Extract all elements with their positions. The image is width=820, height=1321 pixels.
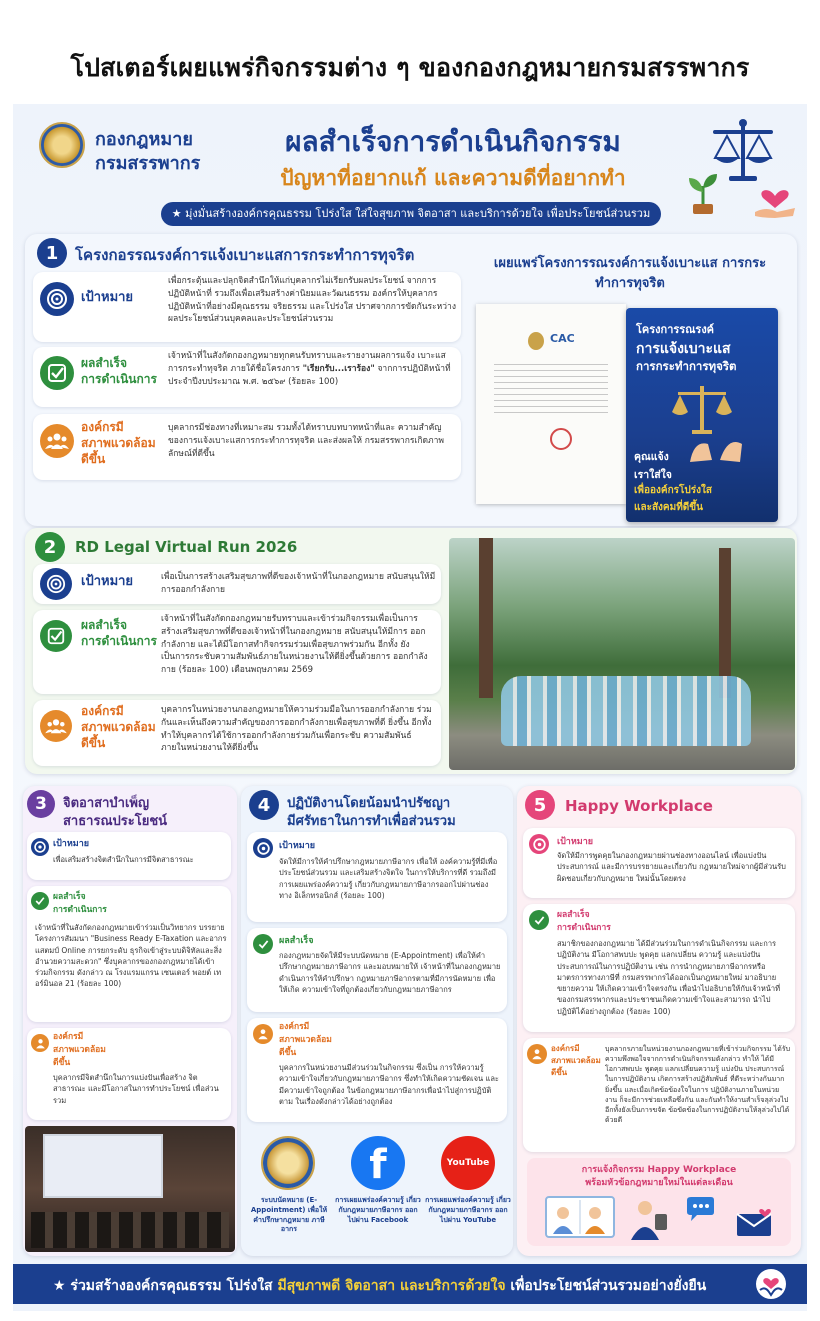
checkbox-icon	[529, 910, 549, 930]
poster-hands-icon	[680, 432, 750, 472]
header-banner: ★ มุ่งมั่นสร้างองค์กรคุณธรรม โปร่งใส ใส่ใจสุขภาพ จิตอาสา และบริการด้วยใจ เพื่อประโยชน์ส่วนรวม	[161, 202, 661, 226]
channel2-caption: การเผยแพร่องค์ความรู้ เกี่ยวกับกฎหมายภาษีอากร ออกไปผ่าน Facebook	[335, 1196, 421, 1224]
seminar-audience	[31, 1212, 229, 1248]
letter-document-image	[476, 304, 626, 504]
facebook-icon[interactable]: f	[351, 1136, 405, 1190]
poster-tag2: เราใส่ใจ	[634, 469, 672, 481]
section1-result-text	[168, 350, 456, 388]
seminar-photo	[25, 1126, 235, 1252]
header-title: ผลสำเร็จการดำเนินกิจกรรม	[285, 125, 621, 158]
section1-result-text-a: เจ้าหน้าที่ในสังกัดกองกฎหมายทุกคนรับทราบและรายงานผลการแจ้ง เบาะแสการกระทำทุจริต ภายใต้ชื่อโครงการ	[168, 351, 446, 374]
people-icon	[527, 1044, 547, 1064]
section1-org-label2: สภาพแวดล้อม	[81, 436, 156, 450]
checkbox-icon	[40, 356, 74, 390]
section3-org-text: บุคลากรมีจิตสำนึกในการแบ่งปันเพื่อสร้าง จิตสาธารณะ และมีโอกาสในการทำประโยชน์ เพื่อส่วนรวม	[53, 1073, 219, 1105]
section3-org-label3: ดีขึ้น	[53, 1058, 71, 1068]
org-seal-logo	[39, 122, 85, 168]
section3-number: 3	[27, 790, 55, 818]
presenter-icon	[627, 1198, 671, 1244]
section1-result-label2: การดำเนินการ	[81, 372, 157, 386]
section5-result-label1: ผลสำเร็จ	[557, 910, 590, 920]
anti-corruption-poster	[626, 308, 778, 522]
section2-result-text: เจ้าหน้าที่ในสังกัดกองกฎหมายรับทราบและเข้าร่วมกิจกรรมเพื่อเป็นการ สร้างเสริมสุขภาพที่ดีของเจ้าหน้าที่ในกองกฎหมาย สนับสนุนให้มีการ ออกกำลังกาย และได้มีโอกาสทำกิจกรรมร่วมเพื่อสุขภาพร่วมกัน อีกทั้ง ยังเป็นการกระชับความสัมพันธ์ภายในหน่วยงานให้ดียิ่งขึ้นด้วยการ ออกกำลังกาย (ร้อยละ 100) เดือนพฤษภาคม 2569	[161, 614, 428, 675]
section1-promo-title: เผยแพร่โครงการรณรงค์การแจ้งเบาะแส การกระทำการทุจริต	[493, 256, 767, 291]
section4-title2: มีศรัทธาในการทำเพื่อส่วนรวม	[287, 814, 456, 829]
poster	[13, 104, 807, 1311]
virtual-run-group-photo	[449, 538, 795, 770]
section3-goal-label: เป้าหมาย	[53, 839, 90, 849]
heart-hand-icon	[753, 180, 797, 224]
section5-org-label1: องค์กรมี	[551, 1044, 580, 1053]
section2-result-label2: การดำเนินการ	[81, 634, 157, 648]
mail-heart-icon	[735, 1206, 775, 1242]
channel1-caption: ระบบนัดหมาย (E-Appointment) เพื่อให้คำปรึกษากฎหมาย ภาษีอากร	[250, 1196, 328, 1234]
people-icon	[40, 710, 72, 742]
poster-tag4: และสังคมที่ดีขึ้น	[634, 502, 703, 513]
checkbox-icon	[40, 620, 72, 652]
checkbox-icon	[253, 934, 273, 954]
page-title: โปสเตอร์เผยแพร่กิจกรรมต่าง ๆ ของกองกฎหมายกรมสรรพากร	[70, 53, 750, 82]
people-icon	[31, 1034, 49, 1052]
letter-cac-logo: CAC	[550, 332, 575, 345]
plant-icon	[685, 170, 721, 218]
section1-number: 1	[37, 238, 67, 268]
section2-number: 2	[35, 532, 65, 562]
checkbox-icon	[31, 892, 49, 910]
section1-title: โครงกอรรณรงค์การแจ้งเบาะแสการกระทำการทุจริต	[75, 246, 415, 264]
section4-title1: ปฏิบัติงานโดยน้อมนำปรัชญา	[287, 796, 451, 811]
section5-promo-line2: พร้อมหัวข้อกฎหมายใหม่ในแต่ละเดือน	[585, 1178, 733, 1188]
section2-result-label1: ผลสำเร็จ	[81, 618, 128, 632]
section3-goal-text: เพื่อเสริมสร้างจิตสำนึกในการมีจิตสาธารณะ	[53, 855, 194, 864]
section2-org-label3: ดีขึ้น	[81, 736, 106, 750]
section2-title: RD Legal Virtual Run 2026	[75, 538, 298, 556]
poster-line2: การแจ้งเบาะแส	[636, 341, 731, 357]
letter-seal-icon	[528, 332, 544, 350]
letter-stamp-icon	[550, 428, 572, 450]
target-icon	[253, 838, 273, 858]
section1-result-label1: ผลสำเร็จ	[81, 356, 128, 370]
section5-org-label3: ดีขึ้น	[551, 1068, 568, 1077]
section1-result-text-b: จากการปฏิบัติหน้าที่ประจำปีงบประมาณ พ.ศ. ๒๕๖๙ (ร้อยละ 100)	[168, 363, 451, 387]
section2-goal-label: เป้าหมาย	[81, 574, 134, 589]
target-icon	[40, 282, 74, 316]
people-icon	[253, 1024, 273, 1044]
section4-org-label1: องค์กรมี	[279, 1022, 310, 1032]
target-icon	[31, 838, 49, 856]
poster-line1: โครงการรณรงค์	[636, 323, 715, 336]
section5-org-text: บุคลากรภายในหน่วยงานกองกฎหมายที่เข้าร่วมกิจกรรม ได้รับความพึงพอใจจากการดำเนินกิจกรรมดังกล่าว ทำให้ ได้มีโอกาสพบปะ พูดคุย แลกเปลี่ยนความรู้ แบ่งปัน ประสบการณ์ในการปฏิบัติงาน เกิดการสร้างปฏิสัมพันธ์ ที่ดีระหว่างกันมากยิ่งขึ้น และเมื่อเกิดข้อข้องใจในการ ปฏิบัติงานภายในหน่วยงาน ก็จะมีการช่วยเหลือซึ่งกัน และกันทำให้งานสำเร็จลุล่วงไป อีกทั้งยังเป็นการขจัด ข้อขัดข้องในการปฏิบัติงานให้ลุล่วงไปได้ด้วยดี	[605, 1045, 791, 1124]
youtube-icon[interactable]	[441, 1136, 495, 1190]
poster-tag3: เพื่อองค์กรโปร่งใส	[634, 485, 712, 496]
heart-hands-icon	[755, 1268, 787, 1304]
org-name-line2: กรมสรรพากร	[95, 153, 201, 174]
section4-number: 4	[249, 790, 279, 820]
footer-text	[53, 1275, 706, 1297]
section4-goal-text: จัดให้มีการให้คำปรึกษากฎหมายภาษีอากร เพื่อให้ องค์ความรู้ที่มีเพื่อประโยชน์ส่วนรวม และเสริมสร้างจิตใจ ในการให้บริการที่ดี รวมถึงมีการเผยแพร่องค์ความรู้ เกี่ยวกับกฎหมายภาษีอากรออกไปผ่านช่องทาง อิเล็กทรอนิกส์ (ร้อยละ 100)	[279, 857, 498, 900]
section2-org-label1: องค์กรมี	[81, 704, 124, 718]
section5-promo-line1: การแจ้งกิจกรรม Happy Workplace	[581, 1165, 737, 1175]
section5-goal-label: เป้าหมาย	[557, 837, 594, 847]
section1-goal-text: เพื่อกระตุ้นและปลุกจิตสำนึกให้แก่บุคลากรไม่เรียกรับผลประโยชน์ จากการปฏิบัติหน้าที่ รวมถึงเพื่อเสริมสร้างค่านิยมและวัฒนธรรม องค์กรให้บุคลากรปฏิบัติหน้าที่อย่างมีคุณธรรม จริยธรรม และโปร่งใส ปราศจากการขัดกันระหว่างผลประโยชน์ส่วนบุคคลและประโยชน์ส่วนรวม	[168, 276, 456, 325]
seminar-projector-screen	[43, 1134, 163, 1198]
section3-title1: จิตอาสาบำเพ็ญ	[63, 796, 150, 811]
section3-result-label2: การดำเนินการ	[53, 905, 107, 915]
section5-number: 5	[525, 790, 555, 820]
section2-goal-text: เพื่อเป็นการสร้างเสริมสุขภาพที่ดีของเจ้าหน้าที่ในกองกฎหมาย สนับสนุนให้มีการออกกำลังกาย	[161, 572, 436, 595]
chat-bubble-icon	[685, 1196, 715, 1226]
section4-result-label: ผลสำเร็จ	[279, 936, 314, 946]
poster-line3: การกระทำการทุจริต	[636, 359, 737, 373]
section5-goal-text: จัดให้มีการพูดคุยในกองกฎหมายผ่านช่องทางออนไลน์ เพื่อแบ่งปันประสบการณ์ และมีการบรรยายและเกี่ยวกับ กฎหมายใหม่จากผู้มีส่วนรับผิดชอบเกี่ยวกับกฎหมาย ใหม่นั้นโดยตรง	[557, 851, 786, 883]
footer-text-a: ★ ร่วมสร้างองค์กรคุณธรรม โปร่งใส	[53, 1278, 278, 1294]
section1-org-label1: องค์กรมี	[81, 420, 124, 434]
section1-result-text-bold: "เรียกรับ...เราร้อง"	[302, 363, 375, 374]
footer-text-c: เพื่อประโยชน์ส่วนรวมอย่างยั่งยืน	[505, 1278, 707, 1294]
poster-tag1: คุณแจ้ง	[634, 451, 669, 463]
section4-result-text: กองกฎหมายจัดให้มีระบบนัดหมาย (E-Appointment) เพื่อให้คำปรึกษากฎหมายภาษีอากร และมอบหมายให้ เจ้าหน้าที่ในกองกฎหมายดำเนินการให้คำปรึกษา กฎหมายภาษีอากรตามที่มีการนัดหมาย เพื่อให้เกิด ความเข้าใจที่ถูกต้องเกี่ยวกับกฎหมายภาษีอากร	[279, 951, 501, 994]
section4-org-text: บุคลากรในหน่วยงานมีส่วนร่วมในกิจกรรม ซึ่งเป็น การให้ความรู้ความเข้าใจเกี่ยวกับกฎหมายภาษีอากร ซึ่งทำให้เกิดความชัดเจน และมีความเข้าใจถูกต้อง ในข้อกฎหมายภาษีอากรเพื่อนำไปสู่การปฏิบัติตาม ในเรื่องดังกล่าวได้อย่างถูกต้อง	[279, 1063, 499, 1106]
photo-tree-left	[479, 538, 493, 698]
section4-org-label2: สภาพแวดล้อม	[279, 1035, 332, 1045]
e-appointment-seal-icon[interactable]	[261, 1136, 315, 1190]
section3-org-label2: สภาพแวดล้อม	[53, 1045, 106, 1055]
org-name-line1: กองกฎหมาย	[95, 129, 193, 150]
section3-result-label1: ผลสำเร็จ	[53, 892, 86, 902]
photo-runners-group	[501, 676, 751, 746]
section4-org-label3: ดีขึ้น	[279, 1048, 297, 1058]
people-icon	[40, 424, 74, 458]
section3-title2: สาธารณประโยชน์	[63, 814, 168, 829]
section5-result-text: สมาชิกของกองกฎหมาย ได้มีส่วนร่วมในการดำเนินกิจกรรม และการปฏิบัติงาน มีโอกาสพบปะ พูดคุย แลกเปลี่ยน ความรู้ และแบ่งปันประสบการณ์ในการปฏิบัติงาน เช่น การนำกฎหมายภาษีอากรหรือมาตรการทางภาษีที่ กรมสรรพากรได้ออกเป็นกฎหมายใหม่ มาอธิบายขยายความ ให้เกิดความเข้าใจตรงกัน เพื่อนำไปอธิบายให้กับเจ้าหน้าที่ ของกรมสรรพากรและประชาชนเกิดความเข้าใจและสามารถ นำไปปฏิบัติได้อย่างถูกต้อง (ร้อยละ 100)	[557, 939, 781, 1016]
target-icon	[529, 834, 549, 854]
channel3-caption: การเผยแพร่องค์ความรู้ เกี่ยวกับกฎหมายภาษีอากร ออกไปผ่าน YouTube	[425, 1196, 511, 1224]
section3-result-text: เจ้าหน้าที่ในสังกัดกองกฎหมายเข้าร่วมเป็นวิทยากร บรรยายโครงการสัมมนา "Business Ready E-Taxation และอากรแสตมป์ Online การยกระดับ ธุรกิจเข้าสู่ระบบดิจิทัลและสิ่งอำนวยความสะดวก" ซึ่งบุคลากรของกองกฎหมายได้เข้าร่วมกิจกรรม ดังกล่าว ณ โรงแรมแกรน เซนเตอร์ พอยต์ เทอร์มินอล 21 (ร้อยละ 100)	[35, 923, 227, 989]
section5-org-label2: สภาพแวดล้อม	[551, 1056, 601, 1065]
section1-goal-label: เป้าหมาย	[81, 290, 134, 305]
footer-text-b: มีสุขภาพดี จิตอาสา และบริการด้วยใจ	[277, 1278, 506, 1294]
letter-text-lines	[494, 364, 608, 418]
section5-result-label2: การดำเนินการ	[557, 923, 611, 933]
target-icon	[40, 568, 72, 600]
section1-org-label3: ดีขึ้น	[81, 452, 106, 466]
youtube-logo-text: YouTube	[446, 1158, 490, 1168]
section4-goal-label: เป้าหมาย	[279, 841, 316, 851]
section2-org-text: บุคลากรในหน่วยงานกองกฎหมายให้ความร่วมมือในการออกกำลังกาย ร่วมกันและเห็นถึงความสำคัญของการออกกำลังกายเพื่อสุขภาพที่ดี ยิ่งขึ้น อีกทั้ง ทำให้บุคลากรได้ใช้การออกกำลังกายร่วมกันเพื่อกระชับ ความสัมพันธ์ภายในหน่วยงานให้ดียิ่งขึ้น	[161, 705, 432, 754]
section2-org-label2: สภาพแวดล้อม	[81, 720, 156, 734]
section3-org-label1: องค์กรมี	[53, 1032, 84, 1042]
video-call-icon	[545, 1196, 615, 1238]
section1-org-text: บุคลากรมีช่องทางที่เหมาะสม รวมทั้งได้ทราบบทบาทหน้าที่และ ความสำคัญของการแจ้งเบาะแสการกระทำการทุจริต และส่งผลให้ กรมสรรพากรเกิดภาพลักษณ์ที่ดีขึ้น	[168, 423, 444, 459]
section5-title: Happy Workplace	[565, 797, 713, 815]
header-subtitle: ปัญหาที่อยากแก้ และความดีที่อยากทำ	[280, 166, 626, 190]
